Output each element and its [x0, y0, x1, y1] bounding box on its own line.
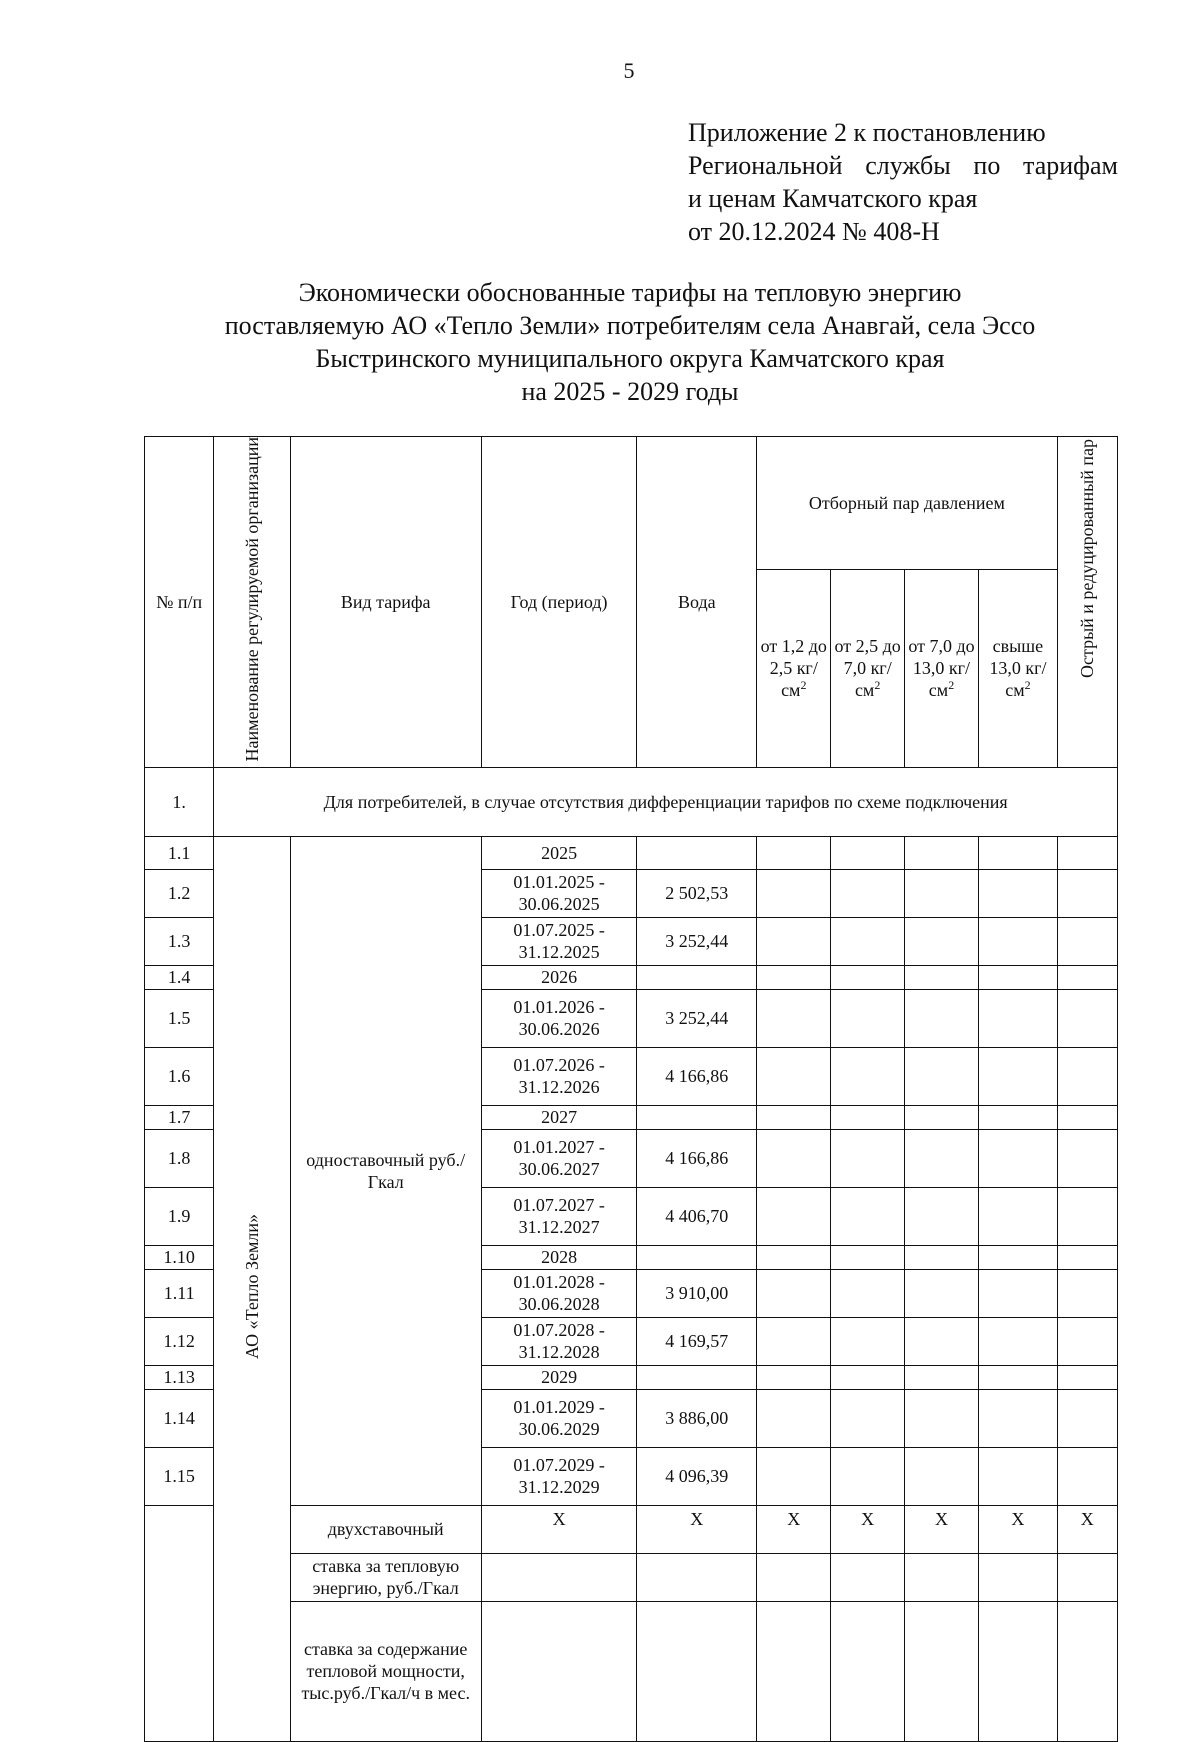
empty-cell [979, 1105, 1057, 1129]
empty-cell [904, 1365, 978, 1389]
energy-rate-row [145, 1553, 1118, 1601]
empty-cell [831, 1389, 904, 1447]
empty-cell [757, 1317, 831, 1365]
empty-cell [757, 1447, 831, 1505]
two-rate-label: двухставочный [290, 1505, 481, 1553]
tariff-table [144, 436, 1118, 1742]
empty-cell [979, 1447, 1057, 1505]
title-line: Быстринского муниципального округа Камчатского края [315, 344, 945, 373]
empty-cell [1057, 1317, 1117, 1365]
row-water [637, 1105, 757, 1129]
not-applicable-mark: Х [831, 1505, 904, 1553]
group-description: Для потребителей, в случае отсутствия дифференциации тарифов по схеме подключения [214, 767, 1118, 836]
page-number: 5 [623, 58, 635, 83]
empty-cell [757, 1601, 831, 1741]
empty-cell [757, 1105, 831, 1129]
empty-cell [831, 1317, 904, 1365]
row-period: 2026 [481, 965, 637, 989]
row-period: 2025 [481, 836, 637, 869]
row-period: 2027 [481, 1105, 637, 1129]
empty-cell [831, 836, 904, 869]
energy-rate-label: ставка за тепловую энергию, руб./Гкал [290, 1553, 481, 1601]
empty-cell [979, 965, 1057, 989]
header-steam-2: от 2,5 до 7,0 $кг/см^2$ [831, 569, 904, 767]
row-water [637, 836, 757, 869]
empty-cell [1057, 1245, 1117, 1269]
empty-cell [904, 1187, 978, 1245]
org-name: АО «Тепло Земли» [241, 1213, 262, 1359]
empty-cell [481, 1601, 637, 1741]
empty-cell [979, 869, 1057, 917]
empty-cell [831, 1601, 904, 1741]
row-water: 4 166,86 [637, 1129, 757, 1187]
empty-cell [1057, 1553, 1117, 1601]
row-num: 1.4 [145, 965, 214, 989]
row-num: 1.12 [145, 1317, 214, 1365]
row-num: 1.13 [145, 1365, 214, 1389]
row-num: 1.10 [145, 1245, 214, 1269]
header-steam-3: от 7,0 до 13,0 $кг/см^2$ [904, 569, 978, 767]
empty-cell [979, 1245, 1057, 1269]
empty-cell [757, 1365, 831, 1389]
capacity-rate-label: ставка за содержание тепловой мощности, тыс.руб./Гкал/ч в мес. [290, 1601, 481, 1741]
capacity-rate-row [145, 1601, 1118, 1741]
row-period: 01.07.2029 - 31.12.2029 [481, 1447, 637, 1505]
empty-cell [831, 1245, 904, 1269]
empty-cell [1057, 1601, 1117, 1741]
row-water [637, 1245, 757, 1269]
empty-cell [831, 1365, 904, 1389]
single-rate-cell: одноставочный руб./Гкал [290, 836, 481, 1505]
appendix-line: и ценам Камчатского края [688, 184, 978, 213]
empty-cell [1057, 1365, 1117, 1389]
empty-cell [904, 1389, 978, 1447]
row-num: 1.15 [145, 1447, 214, 1505]
empty-cell [1057, 1105, 1117, 1129]
empty-cell [757, 1047, 831, 1105]
row-water: 4 166,86 [637, 1047, 757, 1105]
empty-cell [1057, 1269, 1117, 1317]
row-num: 1.3 [145, 917, 214, 965]
empty-cell [757, 1389, 831, 1447]
row-num: 1.5 [145, 989, 214, 1047]
empty-cell [904, 965, 978, 989]
empty-cell [979, 1269, 1057, 1317]
row-num: 1.1 [145, 836, 214, 869]
empty-cell [904, 1553, 978, 1601]
empty-cell [904, 1047, 978, 1105]
empty-cell [831, 917, 904, 965]
empty-cell [637, 1553, 757, 1601]
empty-cell [757, 1187, 831, 1245]
document-title [145, 276, 1115, 408]
empty-cell [904, 1601, 978, 1741]
appendix-line: Приложение 2 к постановлению [688, 118, 1046, 147]
empty-cell [757, 1553, 831, 1601]
row-period: 01.07.2028 - 31.12.2028 [481, 1317, 637, 1365]
row-water: 4 169,57 [637, 1317, 757, 1365]
header-org: Наименование регулируемой организации [214, 437, 290, 768]
empty-cell [904, 1105, 978, 1129]
empty-cell [757, 869, 831, 917]
empty-cell [831, 1129, 904, 1187]
empty-cell [757, 989, 831, 1047]
empty-cell [757, 1269, 831, 1317]
row-num: 1.7 [145, 1105, 214, 1129]
empty-cell [979, 1187, 1057, 1245]
not-applicable-mark: Х [481, 1505, 637, 1553]
empty-cell [904, 869, 978, 917]
not-applicable-mark: Х [1057, 1505, 1117, 1553]
header-steam-1: от 1,2 до 2,5 $кг/см^2$ [757, 569, 831, 767]
row-period: 01.01.2025 - 30.06.2025 [481, 869, 637, 917]
empty-cell [979, 1317, 1057, 1365]
appendix-header [688, 116, 1118, 248]
row-water [637, 965, 757, 989]
header-steam-group: Отборный пар давлением [757, 437, 1058, 570]
row-period: 01.01.2028 - 30.06.2028 [481, 1269, 637, 1317]
header-water: Вода [637, 437, 757, 768]
empty-cell [481, 1553, 637, 1601]
row-num: 1.6 [145, 1047, 214, 1105]
header-tariff-type: Вид тарифа [290, 437, 481, 768]
empty-cell [757, 965, 831, 989]
row-period: 01.07.2025 - 31.12.2025 [481, 917, 637, 965]
row-period: 01.07.2027 - 31.12.2027 [481, 1187, 637, 1245]
empty-cell [904, 1245, 978, 1269]
row-num: 1.11 [145, 1269, 214, 1317]
group-num: 1. [145, 767, 214, 836]
row-period: 01.01.2027 - 30.06.2027 [481, 1129, 637, 1187]
row-water: 3 886,00 [637, 1389, 757, 1447]
empty-cell [831, 1269, 904, 1317]
row-water: 4 096,39 [637, 1447, 757, 1505]
empty-cell [979, 1553, 1057, 1601]
not-applicable-mark: Х [757, 1505, 831, 1553]
row-num: 1.2 [145, 869, 214, 917]
empty-cell [831, 1187, 904, 1245]
empty-cell [904, 1317, 978, 1365]
empty-cell [979, 1047, 1057, 1105]
row-period: 01.01.2026 - 30.06.2026 [481, 989, 637, 1047]
empty-cell [1057, 836, 1117, 869]
empty-cell [757, 1129, 831, 1187]
empty-cell [831, 1047, 904, 1105]
group-row [145, 767, 1118, 836]
empty-cell [831, 1447, 904, 1505]
empty-cell [904, 1269, 978, 1317]
empty-cell [1057, 1129, 1117, 1187]
empty-cell [1057, 1187, 1117, 1245]
header-num: № п/п [145, 437, 214, 768]
two-rate-row [145, 1505, 1118, 1553]
empty-cell [831, 1105, 904, 1129]
empty-cell [757, 836, 831, 869]
row-water [637, 1365, 757, 1389]
empty-cell [979, 917, 1057, 965]
row-water: 3 252,44 [637, 917, 757, 965]
empty-cell [904, 1129, 978, 1187]
empty-cell [979, 836, 1057, 869]
empty-cell [979, 1601, 1057, 1741]
empty-cell [979, 1389, 1057, 1447]
empty-cell [831, 1553, 904, 1601]
empty-cell [979, 1129, 1057, 1187]
row-num: 1.14 [145, 1389, 214, 1447]
empty-cell [1057, 989, 1117, 1047]
row-water: 3 252,44 [637, 989, 757, 1047]
empty-cell [831, 965, 904, 989]
empty-cell [1057, 1047, 1117, 1105]
row-water: 2 502,53 [637, 869, 757, 917]
empty-cell [1057, 1389, 1117, 1447]
empty-cell [1057, 1447, 1117, 1505]
empty-cell [979, 989, 1057, 1047]
empty-cell [904, 989, 978, 1047]
empty-cell [979, 1365, 1057, 1389]
title-line: поставляемую АО «Тепло Земли» потребителям села Анавгай, села Эссо [224, 311, 1036, 340]
row-num: 1.9 [145, 1187, 214, 1245]
empty-cell [1057, 869, 1117, 917]
table-row [145, 836, 1118, 869]
row-water: 4 406,70 [637, 1187, 757, 1245]
not-applicable-mark: Х [979, 1505, 1057, 1553]
empty-cell [904, 917, 978, 965]
empty-cell [1057, 917, 1117, 965]
row-num: 1.8 [145, 1129, 214, 1187]
empty-cell [757, 917, 831, 965]
row-period: 2028 [481, 1245, 637, 1269]
appendix-line: от 20.12.2024 № 408-Н [688, 217, 940, 246]
row-period: 01.01.2029 - 30.06.2029 [481, 1389, 637, 1447]
empty-cell [637, 1601, 757, 1741]
row-num-empty [145, 1505, 214, 1741]
appendix-line: Региональной службы по тарифам [688, 151, 1118, 180]
empty-cell [904, 836, 978, 869]
header-steam-4: свыше 13,0 $кг/см^2$ [979, 569, 1057, 767]
title-line: Экономически обоснованные тарифы на тепловую энергию [298, 278, 962, 307]
header-sharp-steam: Острый и редуцированный пар [1057, 437, 1117, 768]
not-applicable-mark: Х [904, 1505, 978, 1553]
title-line: на 2025 - 2029 годы [521, 377, 739, 406]
row-period: 2029 [481, 1365, 637, 1389]
header-row [145, 437, 1118, 570]
row-period: 01.07.2026 - 31.12.2026 [481, 1047, 637, 1105]
org-name-cell [214, 836, 290, 1741]
not-applicable-mark: Х [637, 1505, 757, 1553]
header-period: Год (период) [481, 437, 637, 768]
empty-cell [831, 869, 904, 917]
empty-cell [904, 1447, 978, 1505]
empty-cell [757, 1245, 831, 1269]
row-water: 3 910,00 [637, 1269, 757, 1317]
empty-cell [1057, 965, 1117, 989]
empty-cell [831, 989, 904, 1047]
